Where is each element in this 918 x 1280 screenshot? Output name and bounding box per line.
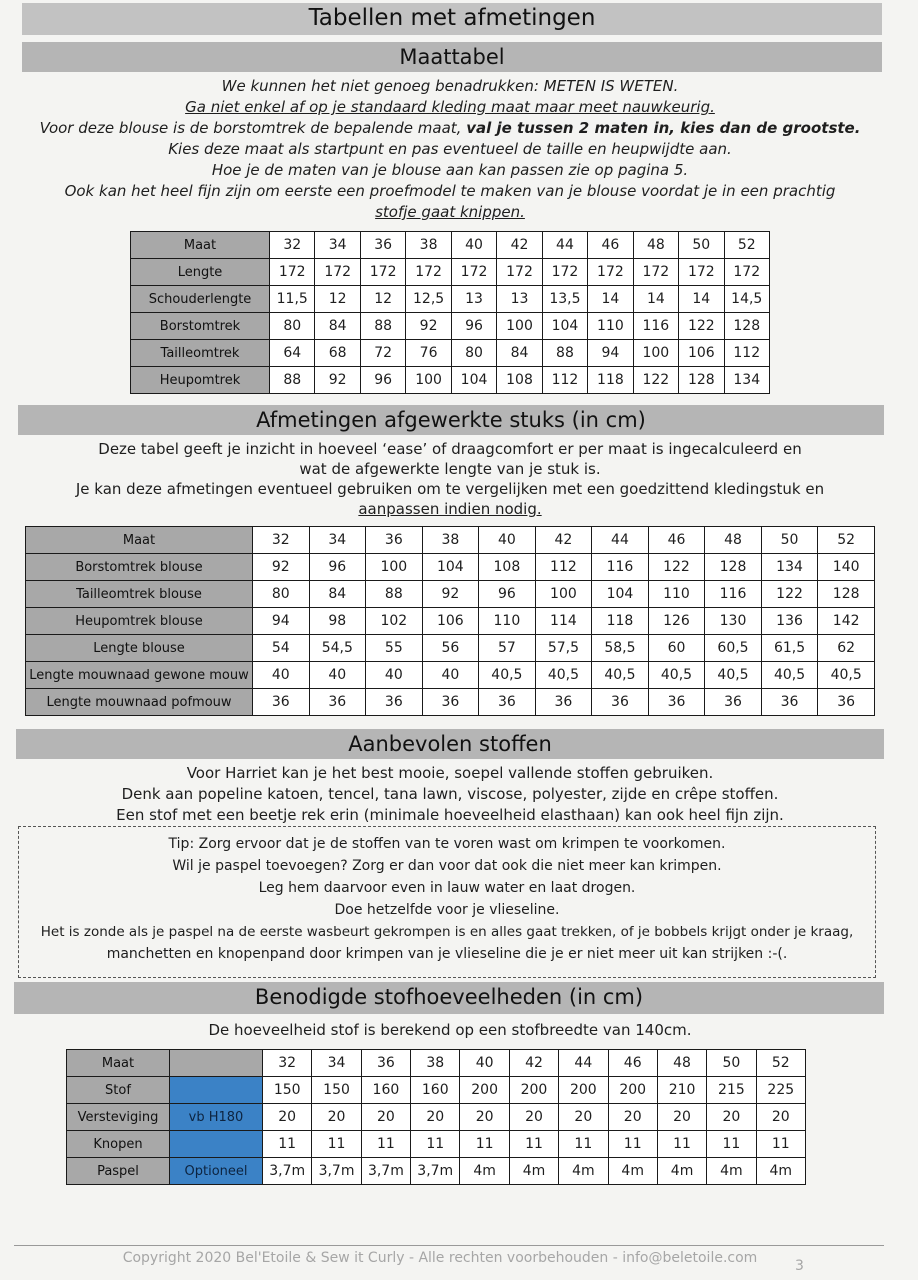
- size-header-cell: 40: [479, 527, 536, 554]
- table-row: [131, 367, 770, 394]
- table-row: [67, 1077, 806, 1104]
- size-header-cell: 40: [451, 232, 496, 259]
- value-cell: 36: [479, 689, 536, 716]
- stoffen-intro: [20, 763, 880, 826]
- value-cell: 36: [818, 689, 875, 716]
- value-cell: 20: [559, 1104, 608, 1131]
- value-cell: 140: [818, 554, 875, 581]
- value-cell: 20: [608, 1104, 657, 1131]
- value-cell: 20: [460, 1104, 509, 1131]
- value-cell: 112: [542, 367, 587, 394]
- size-header-cell: 34: [309, 527, 366, 554]
- value-cell: 58,5: [592, 635, 649, 662]
- value-cell: 136: [761, 608, 818, 635]
- value-cell: 11: [361, 1131, 410, 1158]
- value-cell: 118: [588, 367, 633, 394]
- value-cell: 94: [253, 608, 310, 635]
- afmetingen-line-2: wat de afgewerkte lengte van je stuk is.: [299, 460, 601, 478]
- tip-line-5: Het is zonde als je paspel na de eerste wasbeurt gekrompen is en alles gaat trekken, of je bobbels krijgt onder je kraag,: [40, 924, 854, 940]
- value-cell: 104: [422, 554, 479, 581]
- size-header-cell: 36: [361, 1050, 410, 1077]
- size-header-cell: 38: [406, 232, 451, 259]
- value-cell: 4m: [707, 1158, 756, 1185]
- afmetingen-intro: [20, 439, 880, 519]
- size-header-cell: 48: [705, 527, 762, 554]
- size-header-cell: 42: [497, 232, 542, 259]
- table-header-row: [26, 527, 875, 554]
- page-title: Tabellen met afmetingen: [22, 3, 882, 35]
- size-header-cell: 46: [588, 232, 633, 259]
- value-cell: 13: [497, 286, 542, 313]
- value-cell: 200: [509, 1077, 558, 1104]
- row-label: Borstomtrek: [131, 313, 270, 340]
- value-cell: 94: [588, 340, 633, 367]
- size-header-cell: 48: [633, 232, 678, 259]
- value-cell: 11: [707, 1131, 756, 1158]
- row-label: Schouderlengte: [131, 286, 270, 313]
- stoffen-line-3: Een stof met een beetje rek erin (minimale hoeveelheid elasthaan) kan ook heel fijn zijn.: [116, 806, 784, 824]
- value-cell: 11: [411, 1131, 460, 1158]
- value-cell: 96: [360, 367, 405, 394]
- note-header: [170, 1050, 263, 1077]
- section-title-maattabel: Maattabel: [22, 42, 882, 72]
- value-cell: 40: [422, 662, 479, 689]
- size-header-cell: 52: [756, 1050, 805, 1077]
- row-note: vb H180: [170, 1104, 263, 1131]
- row-label: Knopen: [67, 1131, 170, 1158]
- row-label: Lengte mouwnaad pofmouw: [26, 689, 253, 716]
- value-cell: 108: [479, 554, 536, 581]
- value-cell: 200: [460, 1077, 509, 1104]
- footer-divider: [14, 1245, 884, 1246]
- row-label: Lengte: [131, 259, 270, 286]
- value-cell: 4m: [756, 1158, 805, 1185]
- value-cell: 84: [309, 581, 366, 608]
- value-cell: 112: [535, 554, 592, 581]
- table-row: [26, 635, 875, 662]
- value-cell: 130: [705, 608, 762, 635]
- value-cell: 20: [361, 1104, 410, 1131]
- table-row: [131, 259, 770, 286]
- maattabel-line-2: Ga niet enkel af op je standaard kleding maat maar meet nauwkeurig.: [185, 98, 715, 116]
- tip-line-2: Wil je paspel toevoegen? Zorg er dan voor dat ook die niet meer kan krimpen.: [172, 858, 722, 874]
- row-note: [170, 1077, 263, 1104]
- table-row: [26, 554, 875, 581]
- value-cell: 40,5: [592, 662, 649, 689]
- stoffen-line-1: Voor Harriet kan je het best mooie, soepel vallende stoffen gebruiken.: [186, 764, 714, 782]
- value-cell: 80: [270, 313, 315, 340]
- size-header-cell: 44: [542, 232, 587, 259]
- size-header-cell: 38: [422, 527, 479, 554]
- value-cell: 150: [312, 1077, 361, 1104]
- value-cell: 40: [253, 662, 310, 689]
- afmetingen-table: [25, 526, 875, 716]
- size-header-cell: 32: [253, 527, 310, 554]
- size-header-cell: 38: [411, 1050, 460, 1077]
- value-cell: 172: [588, 259, 633, 286]
- row-label: Borstomtrek blouse: [26, 554, 253, 581]
- value-cell: 92: [406, 313, 451, 340]
- value-cell: 60,5: [705, 635, 762, 662]
- value-cell: 20: [263, 1104, 312, 1131]
- afmetingen-line-1: Deze tabel geeft je inzicht in hoeveel ‘ease’ of draagcomfort er per maat is ingecalculeerd en: [98, 440, 802, 458]
- value-cell: 210: [657, 1077, 706, 1104]
- value-cell: 96: [309, 554, 366, 581]
- size-header-label: Maat: [26, 527, 253, 554]
- size-header-cell: 44: [559, 1050, 608, 1077]
- value-cell: 160: [411, 1077, 460, 1104]
- size-header-cell: 32: [263, 1050, 312, 1077]
- value-cell: 112: [724, 340, 769, 367]
- maattabel-line-5: Hoe je de maten van je blouse aan kan passen zie op pagina 5.: [211, 161, 689, 179]
- value-cell: 128: [705, 554, 762, 581]
- tip-box: [18, 826, 876, 978]
- table-header-row: [67, 1050, 806, 1077]
- value-cell: 108: [497, 367, 542, 394]
- value-cell: 3,7m: [361, 1158, 410, 1185]
- value-cell: 172: [633, 259, 678, 286]
- value-cell: 55: [366, 635, 423, 662]
- value-cell: 88: [360, 313, 405, 340]
- size-header-cell: 32: [270, 232, 315, 259]
- value-cell: 100: [366, 554, 423, 581]
- value-cell: 57,5: [535, 635, 592, 662]
- section-title-stofhoeveelheden: Benodigde stofhoeveelheden (in cm): [14, 982, 884, 1014]
- size-header-cell: 36: [366, 527, 423, 554]
- row-label: Heupomtrek: [131, 367, 270, 394]
- value-cell: 200: [559, 1077, 608, 1104]
- value-cell: 116: [705, 581, 762, 608]
- value-cell: 172: [724, 259, 769, 286]
- row-label: Tailleomtrek: [131, 340, 270, 367]
- value-cell: 40,5: [535, 662, 592, 689]
- size-header-cell: 40: [460, 1050, 509, 1077]
- value-cell: 20: [312, 1104, 361, 1131]
- value-cell: 11: [460, 1131, 509, 1158]
- value-cell: 128: [818, 581, 875, 608]
- value-cell: 14: [679, 286, 724, 313]
- row-label: Heupomtrek blouse: [26, 608, 253, 635]
- value-cell: 14,5: [724, 286, 769, 313]
- value-cell: 54,5: [309, 635, 366, 662]
- value-cell: 100: [497, 313, 542, 340]
- tip-line-1: Tip: Zorg ervoor dat je de stoffen van te voren wast om krimpen te voorkomen.: [168, 836, 726, 852]
- value-cell: 14: [633, 286, 678, 313]
- value-cell: 96: [451, 313, 496, 340]
- value-cell: 11: [263, 1131, 312, 1158]
- size-header-cell: 42: [535, 527, 592, 554]
- row-label: Stof: [67, 1077, 170, 1104]
- maattabel-line-6: Ook kan het heel fijn zijn om eerste een proefmodel te maken van je blouse voordat je in een prachtig: [64, 182, 836, 200]
- value-cell: 40,5: [761, 662, 818, 689]
- value-cell: 4m: [657, 1158, 706, 1185]
- value-cell: 11: [312, 1131, 361, 1158]
- stofhoeveelheden-table: [66, 1049, 806, 1185]
- value-cell: 102: [366, 608, 423, 635]
- value-cell: 11: [657, 1131, 706, 1158]
- tip-line-6: manchetten en knopenpand door krimpen van je vlieseline die je er niet meer uit kan strijken :-(.: [106, 946, 788, 962]
- value-cell: 20: [657, 1104, 706, 1131]
- value-cell: 4m: [509, 1158, 558, 1185]
- size-header-cell: 50: [761, 527, 818, 554]
- value-cell: 150: [263, 1077, 312, 1104]
- table-header-row: [131, 232, 770, 259]
- value-cell: 215: [707, 1077, 756, 1104]
- value-cell: 4m: [559, 1158, 608, 1185]
- table-row: [26, 581, 875, 608]
- stofhoeveelheden-intro: [20, 1020, 880, 1041]
- size-header-cell: 50: [707, 1050, 756, 1077]
- value-cell: 110: [588, 313, 633, 340]
- table-row: [67, 1158, 806, 1185]
- size-header-cell: 42: [509, 1050, 558, 1077]
- value-cell: 36: [253, 689, 310, 716]
- value-cell: 84: [497, 340, 542, 367]
- table-row: [26, 689, 875, 716]
- table-row: [26, 608, 875, 635]
- value-cell: 110: [648, 581, 705, 608]
- row-label: Versteviging: [67, 1104, 170, 1131]
- section-title-afmetingen: Afmetingen afgewerkte stuks (in cm): [18, 405, 884, 435]
- value-cell: 36: [592, 689, 649, 716]
- footer-copyright: Copyright 2020 Bel'Etoile & Sew it Curly - Alle rechten voorbehouden - info@beletoile.com: [122, 1250, 758, 1266]
- maattabel-line-3b: val je tussen 2 maten in, kies dan de grootste.: [466, 119, 861, 137]
- row-label: Tailleomtrek blouse: [26, 581, 253, 608]
- table-row: [131, 286, 770, 313]
- tip-line-3: Leg hem daarvoor even in lauw water en laat drogen.: [258, 880, 636, 896]
- value-cell: 57: [479, 635, 536, 662]
- table-row: [131, 340, 770, 367]
- value-cell: 36: [366, 689, 423, 716]
- value-cell: 13,5: [542, 286, 587, 313]
- size-header-cell: 46: [608, 1050, 657, 1077]
- value-cell: 56: [422, 635, 479, 662]
- value-cell: 128: [679, 367, 724, 394]
- value-cell: 126: [648, 608, 705, 635]
- value-cell: 60: [648, 635, 705, 662]
- value-cell: 172: [679, 259, 724, 286]
- value-cell: 36: [535, 689, 592, 716]
- value-cell: 12: [315, 286, 360, 313]
- section-title-stoffen: Aanbevolen stoffen: [16, 729, 884, 759]
- value-cell: 72: [360, 340, 405, 367]
- value-cell: 122: [679, 313, 724, 340]
- afmetingen-line-4: aanpassen indien nodig.: [358, 500, 542, 518]
- value-cell: 100: [406, 367, 451, 394]
- value-cell: 4m: [608, 1158, 657, 1185]
- table-row: [26, 662, 875, 689]
- size-header-label: Maat: [131, 232, 270, 259]
- value-cell: 160: [361, 1077, 410, 1104]
- value-cell: 88: [542, 340, 587, 367]
- value-cell: 40,5: [705, 662, 762, 689]
- value-cell: 172: [542, 259, 587, 286]
- maattabel-line-3: [20, 118, 880, 139]
- value-cell: 20: [509, 1104, 558, 1131]
- value-cell: 88: [270, 367, 315, 394]
- value-cell: 76: [406, 340, 451, 367]
- value-cell: 20: [707, 1104, 756, 1131]
- value-cell: 200: [608, 1077, 657, 1104]
- size-header-label: Maat: [67, 1050, 170, 1077]
- value-cell: 104: [592, 581, 649, 608]
- table-row: [131, 313, 770, 340]
- stoffen-line-2: Denk aan popeline katoen, tencel, tana lawn, viscose, polyester, zijde en crêpe stoffen.: [121, 785, 779, 803]
- table-row: [67, 1104, 806, 1131]
- value-cell: 172: [270, 259, 315, 286]
- value-cell: 36: [705, 689, 762, 716]
- maattabel-intro: [20, 76, 880, 223]
- value-cell: 116: [633, 313, 678, 340]
- maattabel-line-1: We kunnen het niet genoeg benadrukken: METEN IS WETEN.: [221, 77, 679, 95]
- value-cell: 128: [724, 313, 769, 340]
- size-header-cell: 50: [679, 232, 724, 259]
- value-cell: 96: [479, 581, 536, 608]
- value-cell: 11: [559, 1131, 608, 1158]
- value-cell: 118: [592, 608, 649, 635]
- row-label: Paspel: [67, 1158, 170, 1185]
- value-cell: 122: [761, 581, 818, 608]
- value-cell: 172: [315, 259, 360, 286]
- value-cell: 20: [756, 1104, 805, 1131]
- size-header-cell: 46: [648, 527, 705, 554]
- value-cell: 172: [406, 259, 451, 286]
- value-cell: 116: [592, 554, 649, 581]
- value-cell: 92: [422, 581, 479, 608]
- size-header-cell: 52: [724, 232, 769, 259]
- value-cell: 88: [366, 581, 423, 608]
- value-cell: 142: [818, 608, 875, 635]
- stofhoeveelheden-line: De hoeveelheid stof is berekend op een stofbreedte van 140cm.: [208, 1021, 692, 1039]
- value-cell: 36: [761, 689, 818, 716]
- value-cell: 40: [309, 662, 366, 689]
- size-header-cell: 36: [360, 232, 405, 259]
- row-note: [170, 1131, 263, 1158]
- page-number: 3: [795, 1258, 804, 1274]
- value-cell: 68: [315, 340, 360, 367]
- value-cell: 3,7m: [263, 1158, 312, 1185]
- value-cell: 104: [451, 367, 496, 394]
- size-header-cell: 34: [312, 1050, 361, 1077]
- value-cell: 172: [451, 259, 496, 286]
- value-cell: 122: [633, 367, 678, 394]
- value-cell: 64: [270, 340, 315, 367]
- value-cell: 11,5: [270, 286, 315, 313]
- maattabel-line-4: Kies deze maat als startpunt en pas eventueel de taille en heupwijdte aan.: [168, 140, 732, 158]
- size-header-cell: 44: [592, 527, 649, 554]
- value-cell: 3,7m: [411, 1158, 460, 1185]
- value-cell: 40,5: [648, 662, 705, 689]
- value-cell: 11: [608, 1131, 657, 1158]
- maattabel-line-7: stofje gaat knippen.: [375, 203, 525, 221]
- table-row: [67, 1131, 806, 1158]
- value-cell: 40: [366, 662, 423, 689]
- value-cell: 92: [315, 367, 360, 394]
- value-cell: 62: [818, 635, 875, 662]
- value-cell: 11: [756, 1131, 805, 1158]
- value-cell: 36: [648, 689, 705, 716]
- value-cell: 134: [724, 367, 769, 394]
- value-cell: 40,5: [818, 662, 875, 689]
- value-cell: 3,7m: [312, 1158, 361, 1185]
- value-cell: 80: [451, 340, 496, 367]
- value-cell: 106: [679, 340, 724, 367]
- value-cell: 92: [253, 554, 310, 581]
- value-cell: 110: [479, 608, 536, 635]
- value-cell: 14: [588, 286, 633, 313]
- value-cell: 114: [535, 608, 592, 635]
- value-cell: 40,5: [479, 662, 536, 689]
- value-cell: 54: [253, 635, 310, 662]
- row-note: Optioneel: [170, 1158, 263, 1185]
- afmetingen-line-3: Je kan deze afmetingen eventueel gebruiken om te vergelijken met een goedzittend kledingstuk en: [75, 480, 825, 498]
- value-cell: 80: [253, 581, 310, 608]
- value-cell: 104: [542, 313, 587, 340]
- value-cell: 134: [761, 554, 818, 581]
- value-cell: 100: [633, 340, 678, 367]
- value-cell: 36: [309, 689, 366, 716]
- value-cell: 172: [360, 259, 405, 286]
- value-cell: 172: [497, 259, 542, 286]
- size-header-cell: 48: [657, 1050, 706, 1077]
- tip-line-4: Doe hetzelfde voor je vlieseline.: [334, 902, 560, 918]
- maattabel-line-3a: Voor deze blouse is de borstomtrek de bepalende maat,: [39, 119, 467, 137]
- row-label: Lengte mouwnaad gewone mouw: [26, 662, 253, 689]
- value-cell: 106: [422, 608, 479, 635]
- value-cell: 122: [648, 554, 705, 581]
- value-cell: 13: [451, 286, 496, 313]
- value-cell: 12,5: [406, 286, 451, 313]
- maattabel-table: [130, 231, 770, 394]
- value-cell: 20: [411, 1104, 460, 1131]
- size-header-cell: 34: [315, 232, 360, 259]
- value-cell: 4m: [460, 1158, 509, 1185]
- value-cell: 100: [535, 581, 592, 608]
- value-cell: 36: [422, 689, 479, 716]
- value-cell: 11: [509, 1131, 558, 1158]
- size-header-cell: 52: [818, 527, 875, 554]
- row-label: Lengte blouse: [26, 635, 253, 662]
- value-cell: 84: [315, 313, 360, 340]
- value-cell: 225: [756, 1077, 805, 1104]
- value-cell: 98: [309, 608, 366, 635]
- value-cell: 61,5: [761, 635, 818, 662]
- value-cell: 12: [360, 286, 405, 313]
